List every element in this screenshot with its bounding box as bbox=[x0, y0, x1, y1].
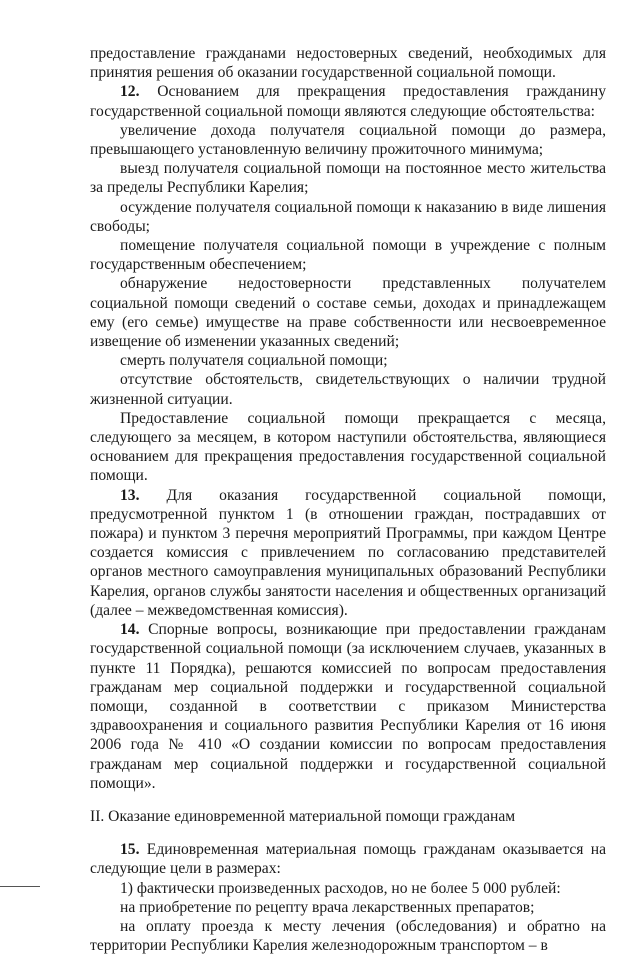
paragraph: выезд получателя социальной помощи на постоянное место жительства за пределы Республики Карелия; bbox=[90, 160, 606, 197]
paragraph: 1) фактически произведенных расходов, но не более 5 000 рублей: bbox=[120, 879, 561, 897]
section-heading: II. Оказание единовременной материальной помощи гражданам bbox=[90, 807, 516, 825]
paragraph: смерть получателя социальной помощи; bbox=[120, 352, 388, 370]
paragraph: осуждение получателя социальной помощи к наказанию в виде лишения свободы; bbox=[90, 198, 606, 235]
paragraph-15: 15. Единовременная материальная помощь гражданам оказывается на следующие цели в размерах: bbox=[90, 841, 606, 878]
paragraph-14: 14. Спорные вопросы, возникающие при предоставлении гражданам государственной социальной помощи (за исключением случаев, указанных в пункте 11 Порядка), решаются комиссией по вопросам предоставления гражданам мер социальной поддержки и государственной социальной помощи, созданной в соответствии с приказом Министерства здравоохранения и социального развития Республики Карелия от 16 июня 2006 года № 410 «О создании комиссии по вопросам предоставления гражданам мер социальной поддержки и государственной социальной помощи». bbox=[90, 621, 606, 792]
paragraph: увеличение дохода получателя социальной помощи до размера, превышающего установленную величину прожиточного минимума; bbox=[90, 121, 606, 159]
paragraph-number: 15. bbox=[120, 841, 140, 859]
paragraph: на оплату проезда к месту лечения (обследования) и обратно на территории Республики Карелия железнодорожным транспортом – в bbox=[90, 917, 606, 955]
paragraph: Предоставление социальной помощи прекращается с месяца, следующего за месяцем, в котором наступили обстоятельства, являющиеся основанием для прекращения предоставления государственной социальной помощи. bbox=[90, 409, 606, 485]
paragraph: обнаружение недостоверности представленных получателем социальной помощи сведений о составе семьи, доходах и принадлежащем ему (его семье) имуществе на праве собственности или несвоевременное извещение об изменении указанных сведений; bbox=[90, 275, 606, 351]
paragraph-12: 12. Основанием для прекращения предоставления гражданину государственной социальной помощи являются следующие обстоятельства: bbox=[90, 83, 606, 120]
paragraph: помещение получателя социальной помощи в учреждение с полным государственным обеспечением; bbox=[90, 237, 606, 274]
paragraph-number: 12. bbox=[120, 83, 140, 101]
document-body bbox=[90, 44, 606, 955]
paragraph-number: 13. bbox=[120, 486, 140, 504]
paragraph: предоставление гражданами недостоверных сведений, необходимых для принятия решения об оказании государственной социальной помощи. bbox=[90, 45, 606, 82]
paragraph: отсутствие обстоятельств, свидетельствующих о наличии трудной жизненной ситуации. bbox=[90, 371, 606, 408]
paragraph: на приобретение по рецепту врача лекарственных препаратов; bbox=[120, 898, 535, 916]
paragraph-13: 13. Для оказания государственной социальной помощи, предусмотренной пунктом 1 (в отношении граждан, пострадавших от пожара) и пунктом 3 перечня мероприятий Программы, при каждом Центре создается комиссия с привлечением по согласованию представителей органов местного самоуправления муниципальных образований Республики Карелия, органов службы занятости населения и общественных организаций (далее – межведомственная комиссия). bbox=[90, 486, 606, 619]
paragraph-number: 14. bbox=[120, 621, 140, 639]
footer-divider bbox=[0, 886, 40, 887]
